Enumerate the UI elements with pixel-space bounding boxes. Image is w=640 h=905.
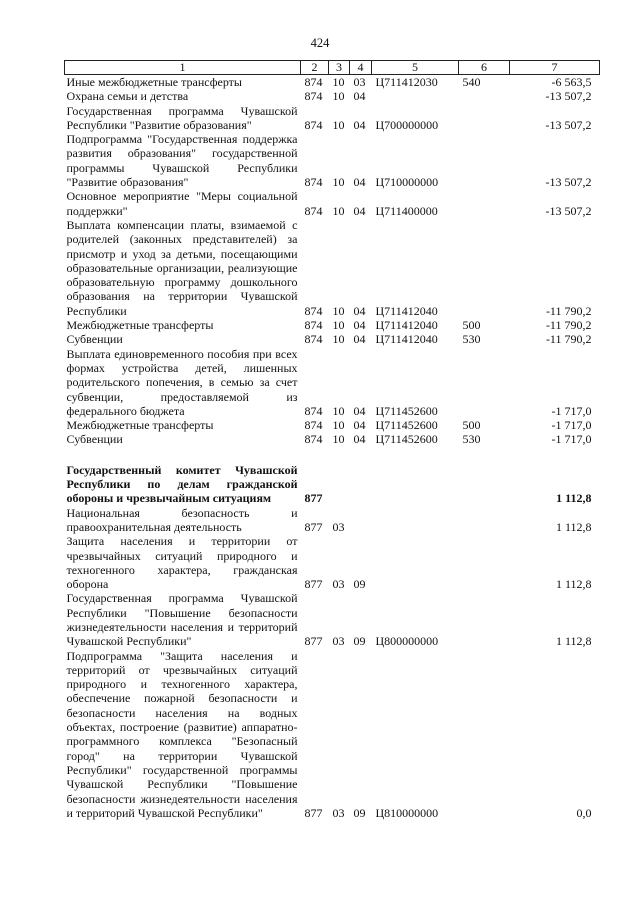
- table-row: [65, 534, 600, 591]
- row-amount: 1 112,8: [555, 577, 592, 592]
- row-grbs-code: 874: [304, 418, 323, 433]
- row-description: Подпрограмма "Государственная поддержка развития образования" государственной программы Чувашской Республики "Развитие образования": [66, 132, 298, 190]
- table-row: [65, 132, 600, 189]
- row-description: Подпрограмма "Защита населения и территорий от чрезвычайных ситуаций природного и техногенного характера, обеспечение пожарной безопасности и безопасности населения на водных объектах, построение (развитие) аппаратно-программного комплекса "Безопасный город" на территории Чувашской Республики" государственной программы Чувашской Республики "Повышение безопасности жизнедеятельности населения и территорий Чувашской Республики": [66, 648, 298, 820]
- table-row: [65, 591, 600, 648]
- column-header: 4: [350, 61, 372, 75]
- column-header: 3: [329, 61, 350, 75]
- table-row: [65, 649, 600, 821]
- row-amount: -11 790,2: [545, 318, 592, 333]
- row-target-article: Ц711400000: [375, 203, 438, 218]
- row-section: 10: [332, 403, 345, 418]
- row-subsection: 04: [353, 89, 366, 104]
- row-grbs-code: 874: [304, 332, 323, 347]
- row-subsection: 04: [353, 303, 366, 318]
- column-header: 7: [510, 61, 600, 75]
- row-expense-type: [459, 463, 510, 506]
- row-expense-type: [459, 591, 510, 648]
- row-expense-type: [459, 189, 510, 218]
- row-target-article: Ц810000000: [375, 805, 439, 820]
- row-amount: -1 717,0: [551, 418, 592, 433]
- row-grbs-code: 877: [304, 577, 323, 592]
- table-row: [65, 332, 600, 346]
- row-description: Выплата единовременного пособия при всех формах устройства детей, лишенных родительского попечения, в семью за счет субвенции, предоставляемой из федерального бюджета: [66, 346, 298, 418]
- row-section: 10: [332, 89, 345, 104]
- table-row: [65, 189, 600, 218]
- row-subsection: 04: [353, 432, 366, 447]
- row-amount: 0,0: [576, 805, 592, 820]
- row-description: Субвенции: [66, 432, 123, 447]
- row-description: Выплата компенсации платы, взимаемой с родителей (законных представителей) за присмотр и уход за детьми, посещающими образовательные организации, реализующие образовательную программу дошкольного образования на территории Чувашской Республики: [66, 217, 298, 318]
- row-description: Межбюджетные трансферты: [66, 318, 214, 333]
- table-row: [65, 104, 600, 133]
- budget-table: [64, 60, 600, 820]
- column-header: 6: [459, 61, 510, 75]
- row-description: Национальная безопасность и правоохранительная деятельность: [66, 505, 298, 534]
- row-subsection: 03: [353, 75, 366, 89]
- row-subsection: 04: [353, 403, 366, 418]
- column-header: 1: [65, 61, 301, 75]
- row-amount: 1 112,8: [555, 634, 592, 649]
- table-row: [65, 347, 600, 418]
- row-grbs-code: 874: [304, 89, 323, 104]
- row-subsection: 04: [353, 203, 366, 218]
- row-grbs-code: 874: [304, 117, 323, 132]
- row-expense-type: [459, 347, 510, 418]
- row-amount: -11 790,2: [545, 332, 592, 347]
- row-description: Иные межбюджетные трансферты: [66, 75, 242, 89]
- row-expense-type: [459, 534, 510, 591]
- row-target-article: [372, 534, 459, 591]
- row-amount: -13 507,2: [545, 117, 592, 132]
- row-section: 10: [332, 432, 345, 447]
- row-expense-type: 530: [462, 332, 481, 347]
- row-section: 10: [332, 303, 345, 318]
- table-body: [65, 75, 600, 821]
- table-row: [65, 506, 600, 535]
- row-grbs-code: 874: [304, 318, 323, 333]
- column-header: 5: [372, 61, 459, 75]
- table-row: [65, 89, 600, 103]
- row-target-article: Ц710000000: [375, 175, 439, 190]
- row-target-article: Ц711412030: [375, 75, 438, 89]
- row-expense-type: [459, 132, 510, 189]
- row-subsection: [350, 463, 372, 506]
- row-target-article: Ц700000000: [375, 117, 439, 132]
- page-number: 424: [310, 36, 330, 50]
- row-section: 10: [332, 117, 345, 132]
- row-section: 03: [332, 519, 345, 534]
- row-section: 03: [332, 805, 345, 820]
- row-subsection: 09: [353, 805, 366, 820]
- row-description: Защита населения и территории от чрезвычайных ситуаций природного и техногенного характера, гражданская оборона: [66, 534, 298, 592]
- row-expense-type: [459, 89, 510, 103]
- row-grbs-code: 874: [304, 203, 323, 218]
- row-subsection: 04: [353, 418, 366, 433]
- row-amount: -1 717,0: [551, 403, 592, 418]
- row-target-article: [372, 506, 459, 535]
- row-subsection: 09: [353, 634, 366, 649]
- row-amount: -11 790,2: [545, 303, 592, 318]
- row-description: Государственная программа Чувашской Республики "Повышение безопасности жизнедеятельности населения и территорий Чувашской Республики": [66, 591, 298, 649]
- row-section: 03: [332, 634, 345, 649]
- row-expense-type: [459, 506, 510, 535]
- row-amount: 1 112,8: [555, 519, 592, 534]
- row-subsection: 04: [353, 332, 366, 347]
- row-amount: -1 717,0: [551, 432, 592, 447]
- table-row: [65, 463, 600, 506]
- row-target-article: Ц711452600: [375, 403, 438, 418]
- table-row: [65, 318, 600, 332]
- row-grbs-code: 877: [304, 634, 323, 649]
- row-grbs-code: 877: [304, 519, 323, 534]
- row-target-article: Ц711412040: [375, 318, 438, 333]
- row-target-article: Ц711452600: [375, 432, 438, 447]
- row-expense-type: [459, 218, 510, 318]
- row-target-article: [372, 463, 459, 506]
- row-section: 10: [332, 175, 345, 190]
- row-description: Субвенции: [66, 332, 123, 347]
- row-spacer: [65, 447, 600, 463]
- row-section: 10: [332, 75, 345, 89]
- row-amount: -13 507,2: [545, 203, 592, 218]
- row-amount: 1 112,8: [556, 491, 592, 506]
- row-expense-type: [459, 104, 510, 133]
- row-amount: -13 507,2: [545, 89, 592, 104]
- table-header-row: [65, 61, 600, 75]
- row-section: 10: [332, 332, 345, 347]
- row-section: 03: [332, 577, 345, 592]
- row-section: 10: [332, 318, 345, 333]
- row-target-article: Ц711412040: [375, 332, 438, 347]
- row-target-article: [372, 89, 459, 103]
- table-row: [65, 418, 600, 432]
- row-subsection: 09: [353, 577, 366, 592]
- row-description: Основное мероприятие "Меры социальной поддержки": [66, 189, 298, 218]
- column-header: 2: [301, 61, 329, 75]
- table-row: [65, 432, 600, 446]
- row-grbs-code: 874: [304, 175, 323, 190]
- row-target-article: Ц711452600: [375, 418, 438, 433]
- row-description: Межбюджетные трансферты: [66, 418, 214, 433]
- row-grbs-code: 874: [304, 75, 323, 89]
- table-row: [65, 75, 600, 90]
- table-row: [65, 218, 600, 318]
- row-expense-type: 540: [462, 75, 481, 89]
- row-description: Охрана семьи и детства: [66, 89, 189, 104]
- row-subsection: 04: [353, 318, 366, 333]
- row-expense-type: 500: [462, 418, 481, 433]
- row-description: Государственная программа Чувашской Республики "Развитие образования": [66, 103, 298, 132]
- row-grbs-code: 877: [304, 805, 323, 820]
- row-grbs-code: 874: [304, 432, 323, 447]
- row-amount: -13 507,2: [545, 175, 592, 190]
- row-subsection: 04: [353, 117, 366, 132]
- row-description: Государственный комитет Чувашской Республики по делам гражданской обороны и чрезвычайным ситуациям: [66, 462, 298, 506]
- row-section: [329, 463, 350, 506]
- row-expense-type: 530: [462, 432, 481, 447]
- row-target-article: Ц800000000: [375, 634, 439, 649]
- row-subsection: [350, 506, 372, 535]
- row-grbs-code: 874: [304, 303, 323, 318]
- row-grbs-code: 877: [304, 491, 323, 506]
- row-grbs-code: 874: [304, 403, 323, 418]
- row-subsection: 04: [353, 175, 366, 190]
- row-amount: -6 563,5: [551, 75, 592, 89]
- row-section: 10: [332, 203, 345, 218]
- row-expense-type: 500: [462, 318, 481, 333]
- row-expense-type: [459, 649, 510, 821]
- row-section: 10: [332, 418, 345, 433]
- row-target-article: Ц711412040: [375, 303, 438, 318]
